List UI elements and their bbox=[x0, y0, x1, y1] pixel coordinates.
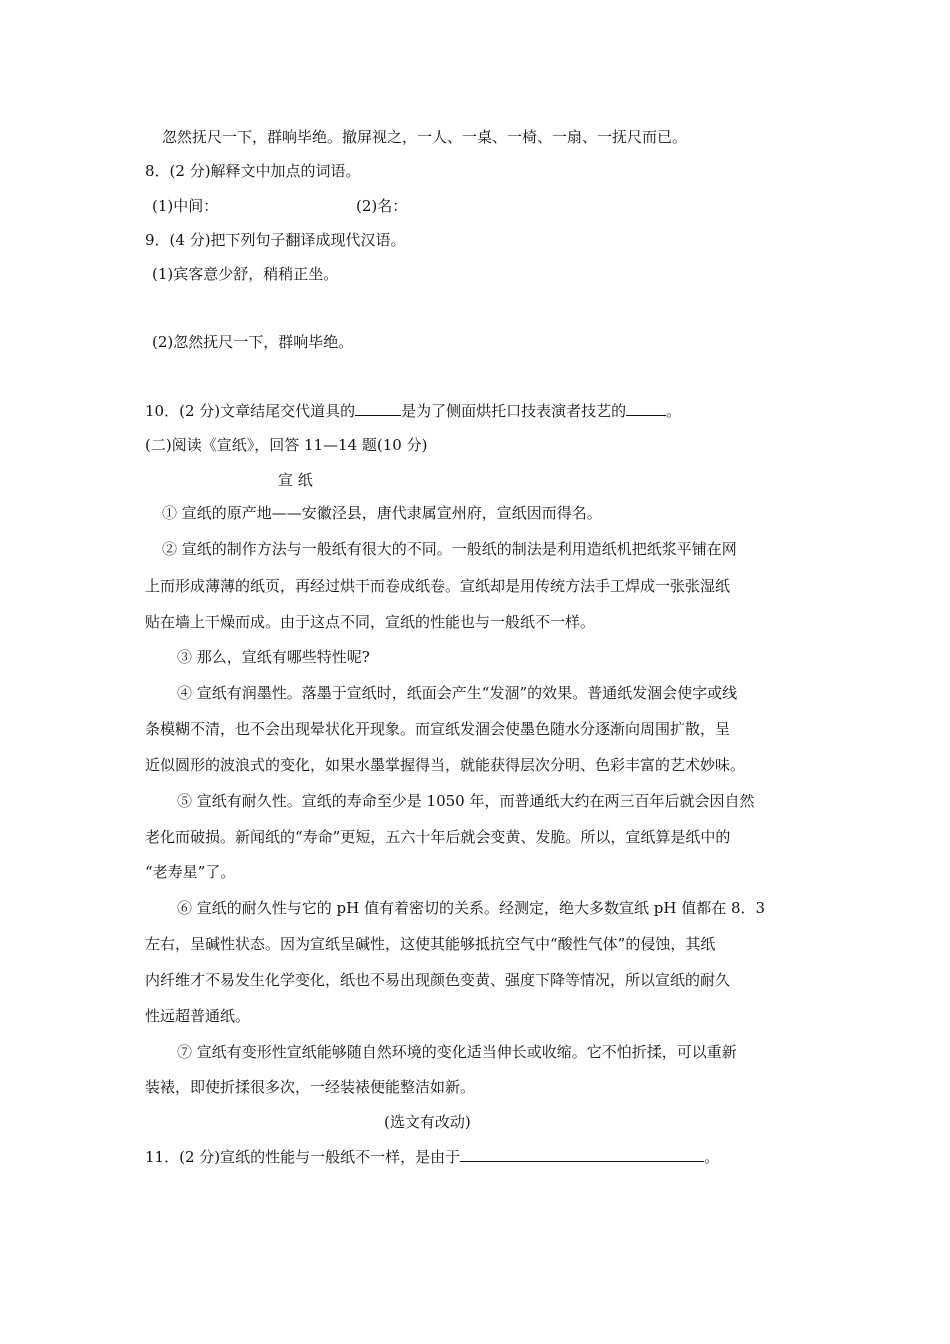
paragraph-6-line: 内纤维才不易发生化学变化，纸也不易出现颜色变黄、强度下降等情况，所以宣纸的耐久 bbox=[145, 971, 731, 989]
section-2-heading: (二)阅读《宣纸》，回答 11—14 题(10 分) bbox=[145, 436, 428, 454]
question-8: 8．(2 分)解释文中加点的词语。 bbox=[145, 162, 361, 180]
question-8-item-2: (2)名： bbox=[356, 197, 408, 215]
question-11-text: 11．(2 分)宣纸的性能与一般纸不一样，是由于 bbox=[145, 1148, 461, 1166]
question-10-text-end: 。 bbox=[666, 402, 682, 420]
answer-blank[interactable] bbox=[355, 400, 401, 416]
question-9-item-1: (1)宾客意少舒，稍稍正坐。 bbox=[152, 265, 339, 283]
paragraph-6-line: 左右，呈碱性状态。因为宣纸呈碱性，这使其能够抵抗空气中“酸性气体”的侵蚀，其纸 bbox=[145, 935, 716, 953]
article-title: 宣 纸 bbox=[278, 471, 313, 489]
question-10 bbox=[145, 400, 681, 421]
source-note: (选文有改动) bbox=[384, 1113, 471, 1131]
paragraph-2-line: 上而形成薄薄的纸页，再经过烘干而卷成纸卷。宣纸却是用传统方法手工焊成一张张湿纸 bbox=[145, 577, 731, 595]
paragraph-5-line: ⑤ 宣纸有耐久性。宣纸的寿命至少是 1050 年，而普通纸大约在两三百年后就会因自然 bbox=[177, 792, 755, 810]
question-9-item-2: (2)忽然抚尺一下，群响毕绝。 bbox=[152, 333, 354, 351]
paragraph-2-line: ② 宣纸的制作方法与一般纸有很大的不同。一般纸的制法是利用造纸机把纸浆平铺在网 bbox=[162, 540, 737, 558]
answer-blank[interactable] bbox=[626, 400, 666, 416]
question-11 bbox=[145, 1146, 719, 1167]
question-10-text-b: 是为了侧面烘托口技表演者技艺的 bbox=[401, 402, 627, 420]
question-8-item-1: (1)中间： bbox=[152, 197, 219, 215]
paragraph-3: ③ 那么，宣纸有哪些特性呢? bbox=[177, 648, 370, 666]
paragraph-4-line: 条模糊不清，也不会出现晕状化开现象。而宣纸发涸会使墨色随水分逐渐向周围扩散，呈 bbox=[145, 720, 731, 738]
paragraph-4-line: ④ 宣纸有润墨性。落墨于宣纸时，纸面会产生“发涸”的效果。普通纸发涸会使字或线 bbox=[177, 684, 738, 702]
paragraph-2-line: 贴在墙上干燥而成。由于这点不同，宣纸的性能也与一般纸不一样。 bbox=[145, 613, 596, 631]
question-10-text-a: 10．(2 分)文章结尾交代道具的 bbox=[145, 402, 356, 420]
paragraph-5-line: “老寿星”了。 bbox=[145, 863, 236, 881]
paragraph-5-line: 老化而破损。新闻纸的“寿命”更短，五六十年后就会变黄、发脆。所以，宣纸算是纸中的 bbox=[145, 828, 731, 846]
question-11-text-end: 。 bbox=[704, 1148, 720, 1166]
question-9: 9．(4 分)把下列句子翻译成现代汉语。 bbox=[145, 231, 406, 249]
paragraph-4-line: 近似圆形的波浪式的变化，如果水墨掌握得当，就能获得层次分明、色彩丰富的艺术妙味。 bbox=[145, 756, 746, 774]
passage-last-line: 忽然抚尺一下，群响毕绝。撤屏视之，一人、一桌、一椅、一扇、一抚尺而已。 bbox=[162, 128, 688, 146]
answer-blank[interactable] bbox=[460, 1146, 704, 1162]
paragraph-6-line: ⑥ 宣纸的耐久性与它的 pH 值有着密切的关系。经测定，绝大多数宣纸 pH 值都在 8．3 bbox=[177, 899, 766, 917]
paragraph-7-line: 装裱，即使折揉很多次，一经装裱便能整洁如新。 bbox=[145, 1078, 476, 1096]
paragraph-6-line: 性远超普通纸。 bbox=[145, 1007, 251, 1025]
paragraph-7-line: ⑦ 宣纸有变形性宣纸能够随自然环境的变化适当伸长或收缩。它不怕折揉，可以重新 bbox=[177, 1043, 737, 1061]
paragraph-1: ① 宣纸的原产地——安徽泾县，唐代隶属宣州府，宣纸因而得名。 bbox=[162, 504, 602, 522]
